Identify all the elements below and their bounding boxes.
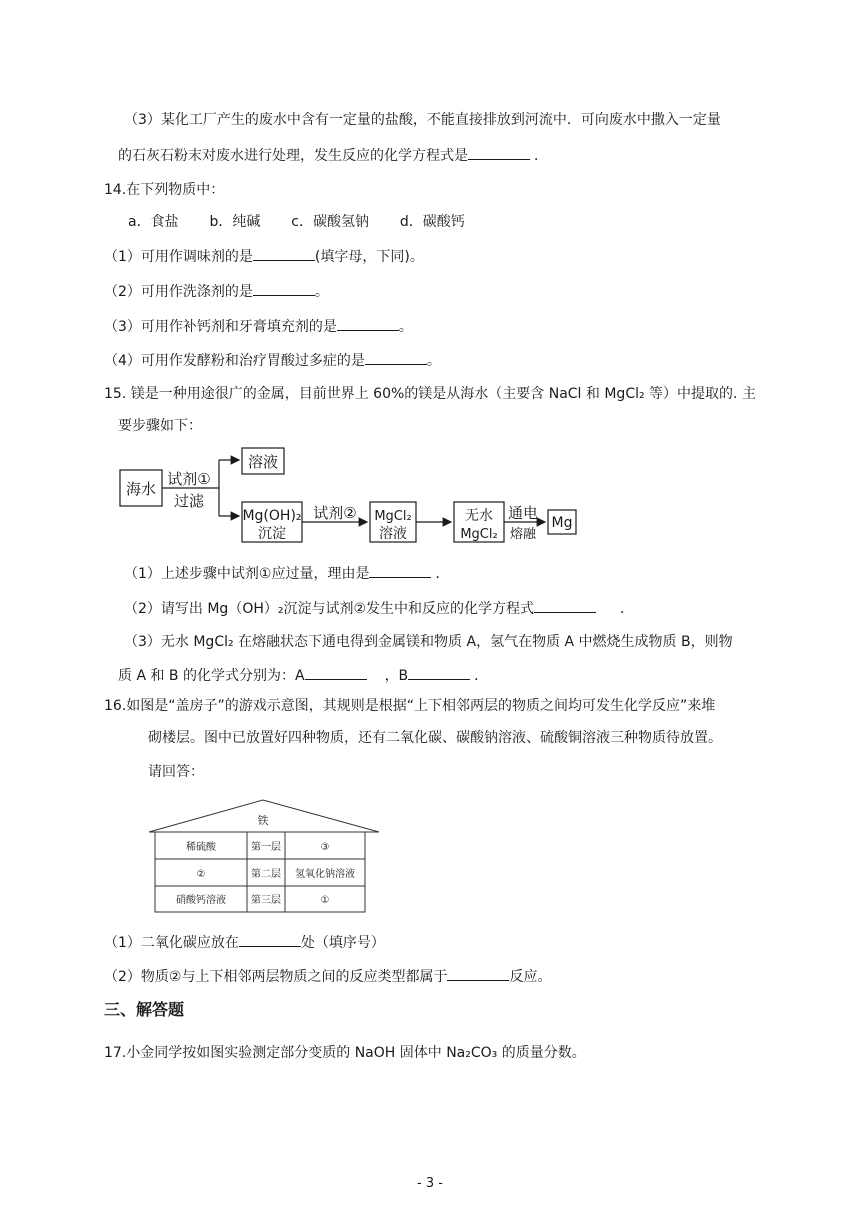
floor2-right: 氢氧化钠溶液 [295,869,355,880]
reagent2-label: 试剂② [313,504,357,522]
q14-sub1-suffix: (填字母，下同)。 [314,249,424,265]
filter-label: 过滤 [173,492,205,510]
q15-sub2-suffix: ． [620,601,635,617]
anhydrous-word: 无水 [465,508,493,524]
page-number: - 3 - [417,1176,443,1191]
q14-options [128,212,465,232]
house-game-diagram [145,798,385,916]
q14-sub4-suffix: 。 [426,353,441,369]
q15-sub3-line2 [118,665,488,686]
q15-sub2-text: （2）请写出 Mg（OH）₂沉淀与试剂②发生中和反应的化学方程式 [124,601,535,617]
q14-option-d: d．碳酸钙 [399,214,465,230]
q15-stem-line2: 要步骤如下： [118,418,202,434]
floor1-left: 稀硫酸 [186,842,216,853]
q13-sub3-suffix: ． [534,148,548,164]
precipitate-word: 沉淀 [258,526,286,542]
q14-sub3 [104,316,413,337]
mgcl2-word: 溶液 [379,526,407,542]
q16-sub1 [104,932,385,953]
q15-sub1-text: （1）上述步骤中试剂①应过量，理由是 [124,566,370,582]
solution-label: 溶液 [247,453,279,471]
floor3-left: 硝酸钙溶液 [176,895,226,906]
q14-sub1 [104,246,424,267]
floor1-right: ③ [320,842,330,853]
q15-sub3-b: ，B [384,668,409,684]
q16-sub1-suffix: 处（填序号） [300,935,385,951]
q14-sub3-text: （3）可用作补钙剂和牙膏填充剂的是 [104,319,337,335]
q17-stem: 17.小金同学按如图实验测定部分变质的 NaOH 固体中 Na₂CO₃ 的质量分数。 [104,1045,586,1061]
answer-blank[interactable] [468,145,530,160]
q14-sub2-suffix: 。 [314,284,329,300]
q16-sub2-text: （2）物质②与上下相邻两层物质之间的反应类型都属于 [104,969,448,985]
seawater-label: 海水 [125,480,157,498]
q16-stem-line2: 砌楼层。图中已放置好四种物质，还有二氧化碳、碳酸钠溶液、硫酸铜溶液三种物质待放置。 [148,730,722,746]
q16-sub2-suffix: 反应。 [509,969,552,985]
answer-blank[interactable] [239,932,301,947]
q14-option-a: a．食盐 [128,214,179,230]
precipitate-formula: Mg(OH)₂ [242,508,302,524]
q14-sub4-text: （4）可用作发酵粉和治疗胃酸过多症的是 [104,353,365,369]
section-heading: 三、解答题 [104,1000,185,1019]
answer-blank[interactable] [337,316,399,331]
q13-sub3-line2 [118,145,548,166]
q14-sub1-text: （1）可用作调味剂的是 [104,249,253,265]
magnesium-extraction-flowchart [115,440,595,552]
q14-sub4 [104,350,441,371]
q15-sub3-text: 质 A 和 B 的化学式分别为：A [118,668,305,684]
answer-blank[interactable] [253,281,315,296]
q16-stem-line3: 请回答： [148,764,204,780]
answer-blank[interactable] [534,598,596,613]
q14-sub3-suffix: 。 [398,319,413,335]
q14-stem: 14.在下列物质中： [104,182,225,198]
floor3-right: ① [320,895,330,906]
q16-sub1-text: （1）二氧化碳应放在 [104,935,239,951]
q15-sub1-suffix: ． [435,566,450,582]
mgcl2-formula: MgCl₂ [374,509,412,524]
answer-blank[interactable] [253,246,315,261]
molten-label: 熔融 [509,527,537,542]
q15-sub3-line1: （3）无水 MgCl₂ 在熔融状态下通电得到金属镁和物质 A，氢气在物质 A 中燃烧生成物质 B，则物 [124,634,733,650]
answer-blank[interactable] [447,966,509,981]
q15-stem-line1: 15. 镁是一种用途很广的金属，目前世界上 60%的镁是从海水（主要含 NaCl 和 MgCl₂ 等）中提取的. 主 [104,386,756,402]
roof-label: 铁 [257,814,269,827]
floor2-label: 第二层 [251,869,281,880]
q15-sub3-suffix: ． [474,668,489,684]
floor3-label: 第三层 [251,895,281,906]
answer-blank[interactable] [305,665,367,680]
answer-blank[interactable] [408,665,470,680]
floor1-label: 第一层 [251,842,281,853]
q14-option-b: b．纯碱 [209,214,261,230]
reagent1-label: 试剂① [167,470,211,488]
electrolysis-label: 通电 [507,504,539,522]
answer-blank[interactable] [369,563,431,578]
q13-sub3-line1: （3）某化工厂产生的废水中含有一定量的盐酸，不能直接排放到河流中．可向废水中撒入一定量 [124,112,721,128]
mg-product-label: Mg [551,515,573,531]
floor2-left: ② [196,869,206,880]
anhydrous-formula: MgCl₂ [460,527,498,542]
q15-sub2 [124,598,634,619]
q16-sub2 [104,966,551,987]
q13-sub3-text: 的石灰石粉末对废水进行处理，发生反应的化学方程式是 [118,148,468,164]
q14-sub2-text: （2）可用作洗涤剂的是 [104,284,253,300]
q14-option-c: c．碳酸氢钠 [291,214,369,230]
q16-stem-line1: 16.如图是“盖房子”的游戏示意图，其规则是根据“上下相邻两层的物质之间均可发生化学反应”来堆 [104,698,716,714]
answer-blank[interactable] [365,350,427,365]
q15-sub1 [124,563,449,584]
q14-sub2 [104,281,329,302]
